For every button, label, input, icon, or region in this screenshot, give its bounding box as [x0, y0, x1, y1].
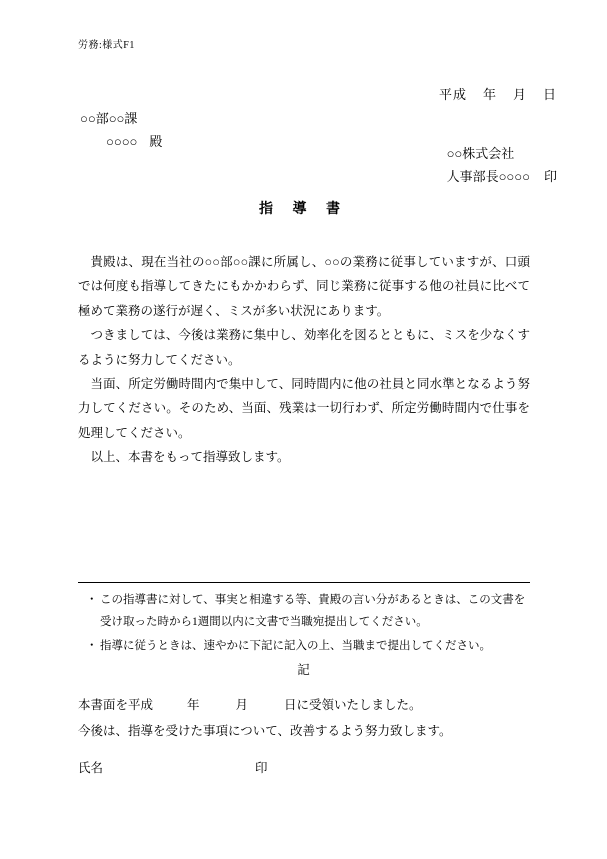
addressee-block — [80, 108, 162, 154]
bullet-marker: ・ — [86, 639, 98, 652]
body-paragraph: 当面、所定労働時間内で集中して、同時間内に他の社員と同水準となるよう努力してください。そのため、当面、残業は一切行わず、所定労働時間内で仕事を処理してください。 — [78, 376, 530, 440]
month-label: 月 — [512, 87, 527, 102]
addressee-name: ○○○○ — [106, 133, 138, 149]
receipt-date-row — [78, 692, 538, 718]
form-code: 労務:様式F1 — [78, 40, 135, 51]
page-title: 指 導 書 — [259, 202, 348, 217]
receipt-month-label: 月 — [235, 698, 249, 712]
note-item — [86, 636, 534, 658]
receipt-prefix: 本書面を平成 — [78, 698, 154, 712]
body-paragraph: 以上、本書をもって指導致します。 — [90, 450, 290, 464]
bullet-marker: ・ — [86, 594, 98, 606]
body-text — [78, 250, 530, 469]
addressee-honorific: 殿 — [149, 133, 163, 149]
body-paragraph: つきましては、今後は業務に集中し、効率化を図るとともに、ミスを少なくするように努力してください。 — [78, 328, 530, 367]
sender-title-name: 人事部長○○○○ — [446, 169, 530, 185]
year-label: 年 — [482, 87, 497, 102]
notes-block — [86, 590, 534, 660]
note-text: 指導に従うときは、速やかに下記に記入の上、当職まで提出してください。 — [100, 639, 491, 652]
signature-block — [78, 758, 478, 776]
horizontal-divider — [78, 582, 530, 583]
sender-block — [447, 142, 557, 189]
body-paragraph: 貴殿は、現在当社の○○部○○課に所属し、○○の業務に従事していますが、口頭では何度も指導してきたにもかかわらず、同じ業務に従事する他の社員に比べて極めて業務の遂行が遅く、ミスが多い状況にあります。 — [78, 255, 530, 318]
receipt-statement: 今後は、指導を受けた事項について、改善するよう努力致します。 — [78, 724, 452, 739]
signature-name-label: 氏名 — [78, 761, 104, 775]
addressee-name-row — [80, 131, 162, 154]
date-line — [439, 84, 557, 103]
ki-heading: 記 — [297, 663, 310, 677]
addressee-department: ○○部○○課 — [80, 111, 138, 126]
note-text: この指導書に対して、事実と相違する等、貴殿の言い分があるときは、この文書を受け取った時から1週間以内に文書で当職宛提出してください。 — [100, 594, 526, 628]
receipt-block — [78, 692, 538, 745]
receipt-day-suffix: 日に受領いたしました。 — [284, 698, 422, 712]
sender-title-row — [447, 165, 557, 188]
sender-company: ○○株式会社 — [446, 146, 515, 161]
sender-seal-label: 印 — [543, 169, 557, 185]
signature-seal-label: 印 — [255, 761, 268, 775]
note-item — [86, 590, 534, 634]
era-label: 平成 — [438, 87, 467, 102]
receipt-year-label: 年 — [187, 698, 200, 712]
day-label: 日 — [542, 87, 557, 102]
